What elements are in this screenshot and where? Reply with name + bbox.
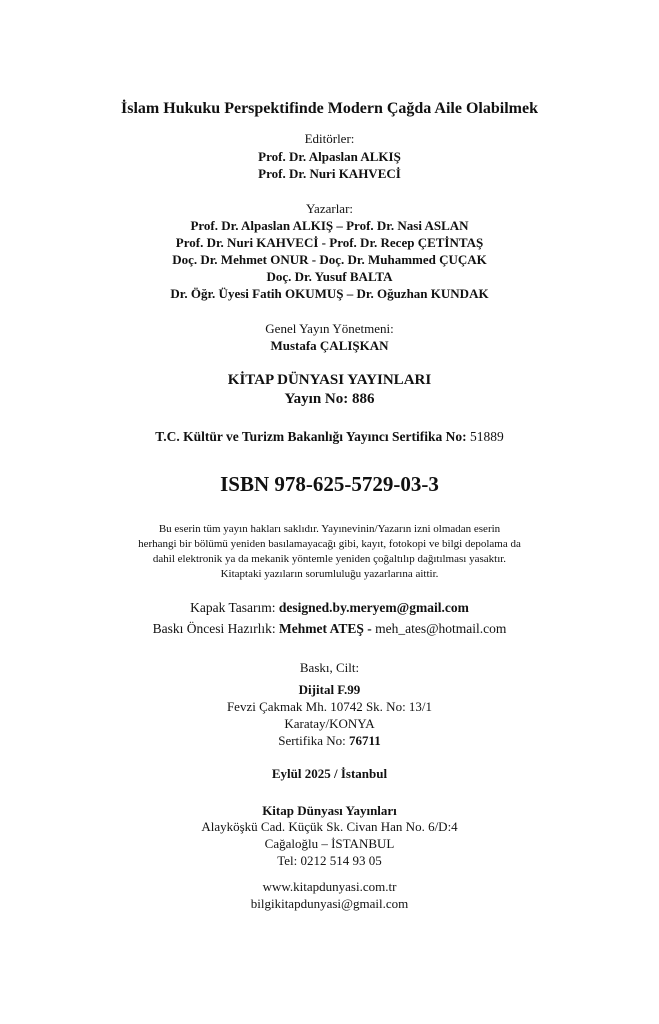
authors-line: Doç. Dr. Yusuf BALTA [266, 269, 393, 284]
printer-name: Dijital F.99 [298, 682, 361, 697]
publisher-address: Alayköşkü Cad. Küçük Sk. Civan Han No. 6/D:4 [201, 819, 458, 834]
printer-certificate [0, 734, 659, 749]
publisher-contact-name: Kitap Dünyası Yayınları [262, 803, 397, 818]
cover-design-credit [0, 600, 659, 616]
cover-design-label: Kapak Tasarım: [190, 600, 276, 615]
authors-line: Prof. Dr. Alpaslan ALKIŞ – Prof. Dr. Nasi ASLAN [190, 218, 469, 233]
cover-design-email[interactable]: designed.by.meryem@gmail.com [278, 600, 469, 615]
certificate-number: 51889 [470, 429, 504, 444]
publisher-name: KİTAP DÜNYASI YAYINLARI [227, 372, 432, 388]
authors-line: Dr. Öğr. Üyesi Fatih OKUMUŞ – Dr. Oğuzhan KUNDAK [170, 286, 489, 301]
certificate-label: T.C. Kültür ve Turizm Bakanlığı Yayıncı Sertifika No: [155, 429, 467, 444]
publisher-email-link[interactable]: bilgikitapdunyasi@gmail.com [250, 896, 409, 911]
printer-address: Fevzi Çakmak Mh. 10742 Sk. No: 13/1 [226, 699, 433, 714]
prepress-label: Baskı Öncesi Hazırlık: [152, 621, 276, 636]
general-editor-name: Mustafa ÇALIŞKAN [270, 338, 389, 353]
authors-label: Yazarlar: [305, 201, 354, 216]
general-editor-label: Genel Yayın Yönetmeni: [265, 321, 394, 336]
copyright-notice-line: dahil elektronik ya da mekanik yöntemle yeniden çoğaltılıp dağıtılması yasaktır. [152, 553, 507, 565]
prepress-credit [0, 621, 659, 637]
isbn: ISBN 978-625-5729-03-3 [220, 472, 439, 496]
copyright-notice-line: Kitaptaki yazıların sorumluluğu yazarlarına aittir. [220, 568, 439, 580]
copyright-notice-line: Bu eserin tüm yayın hakları saklıdır. Yayınevinin/Yazarın izni olmadan eserin [158, 523, 501, 535]
authors-line: Prof. Dr. Nuri KAHVECİ - Prof. Dr. Recep ÇETİNTAŞ [175, 235, 484, 250]
printer-certificate-label: Sertifika No: [278, 733, 346, 748]
printing-label: Baskı, Cilt: [299, 660, 360, 675]
copyright-notice-line: herhangi bir bölümü yeniden basılamayacağı gibi, kayıt, fotokopi ve bilgi depolama da [138, 538, 521, 550]
publisher-phone: Tel: 0212 514 93 05 [277, 853, 382, 868]
publisher-address: Cağaloğlu – İSTANBUL [264, 836, 395, 851]
publisher-website-link[interactable]: www.kitapdunyasi.com.tr [262, 879, 397, 894]
editor-name: Prof. Dr. Alpaslan ALKIŞ [258, 149, 401, 164]
authors-line: Doç. Dr. Mehmet ONUR - Doç. Dr. Muhammed ÇUÇAK [172, 252, 487, 267]
publication-date: Eylül 2025 / İstanbul [271, 766, 388, 781]
prepress-name: Mehmet ATEŞ - [278, 621, 372, 636]
prepress-email[interactable]: meh_ates@hotmail.com [375, 621, 507, 636]
publisher-certificate [0, 429, 659, 445]
printer-certificate-number: 76711 [348, 733, 381, 748]
book-title: İslam Hukuku Perspektifinde Modern Çağda Aile Olabilmek [121, 100, 538, 117]
printer-address: Karatay/KONYA [284, 716, 375, 731]
publication-number: Yayın No: 886 [284, 391, 375, 407]
editors-label: Editörler: [304, 131, 355, 146]
editor-name: Prof. Dr. Nuri KAHVECİ [258, 166, 401, 181]
